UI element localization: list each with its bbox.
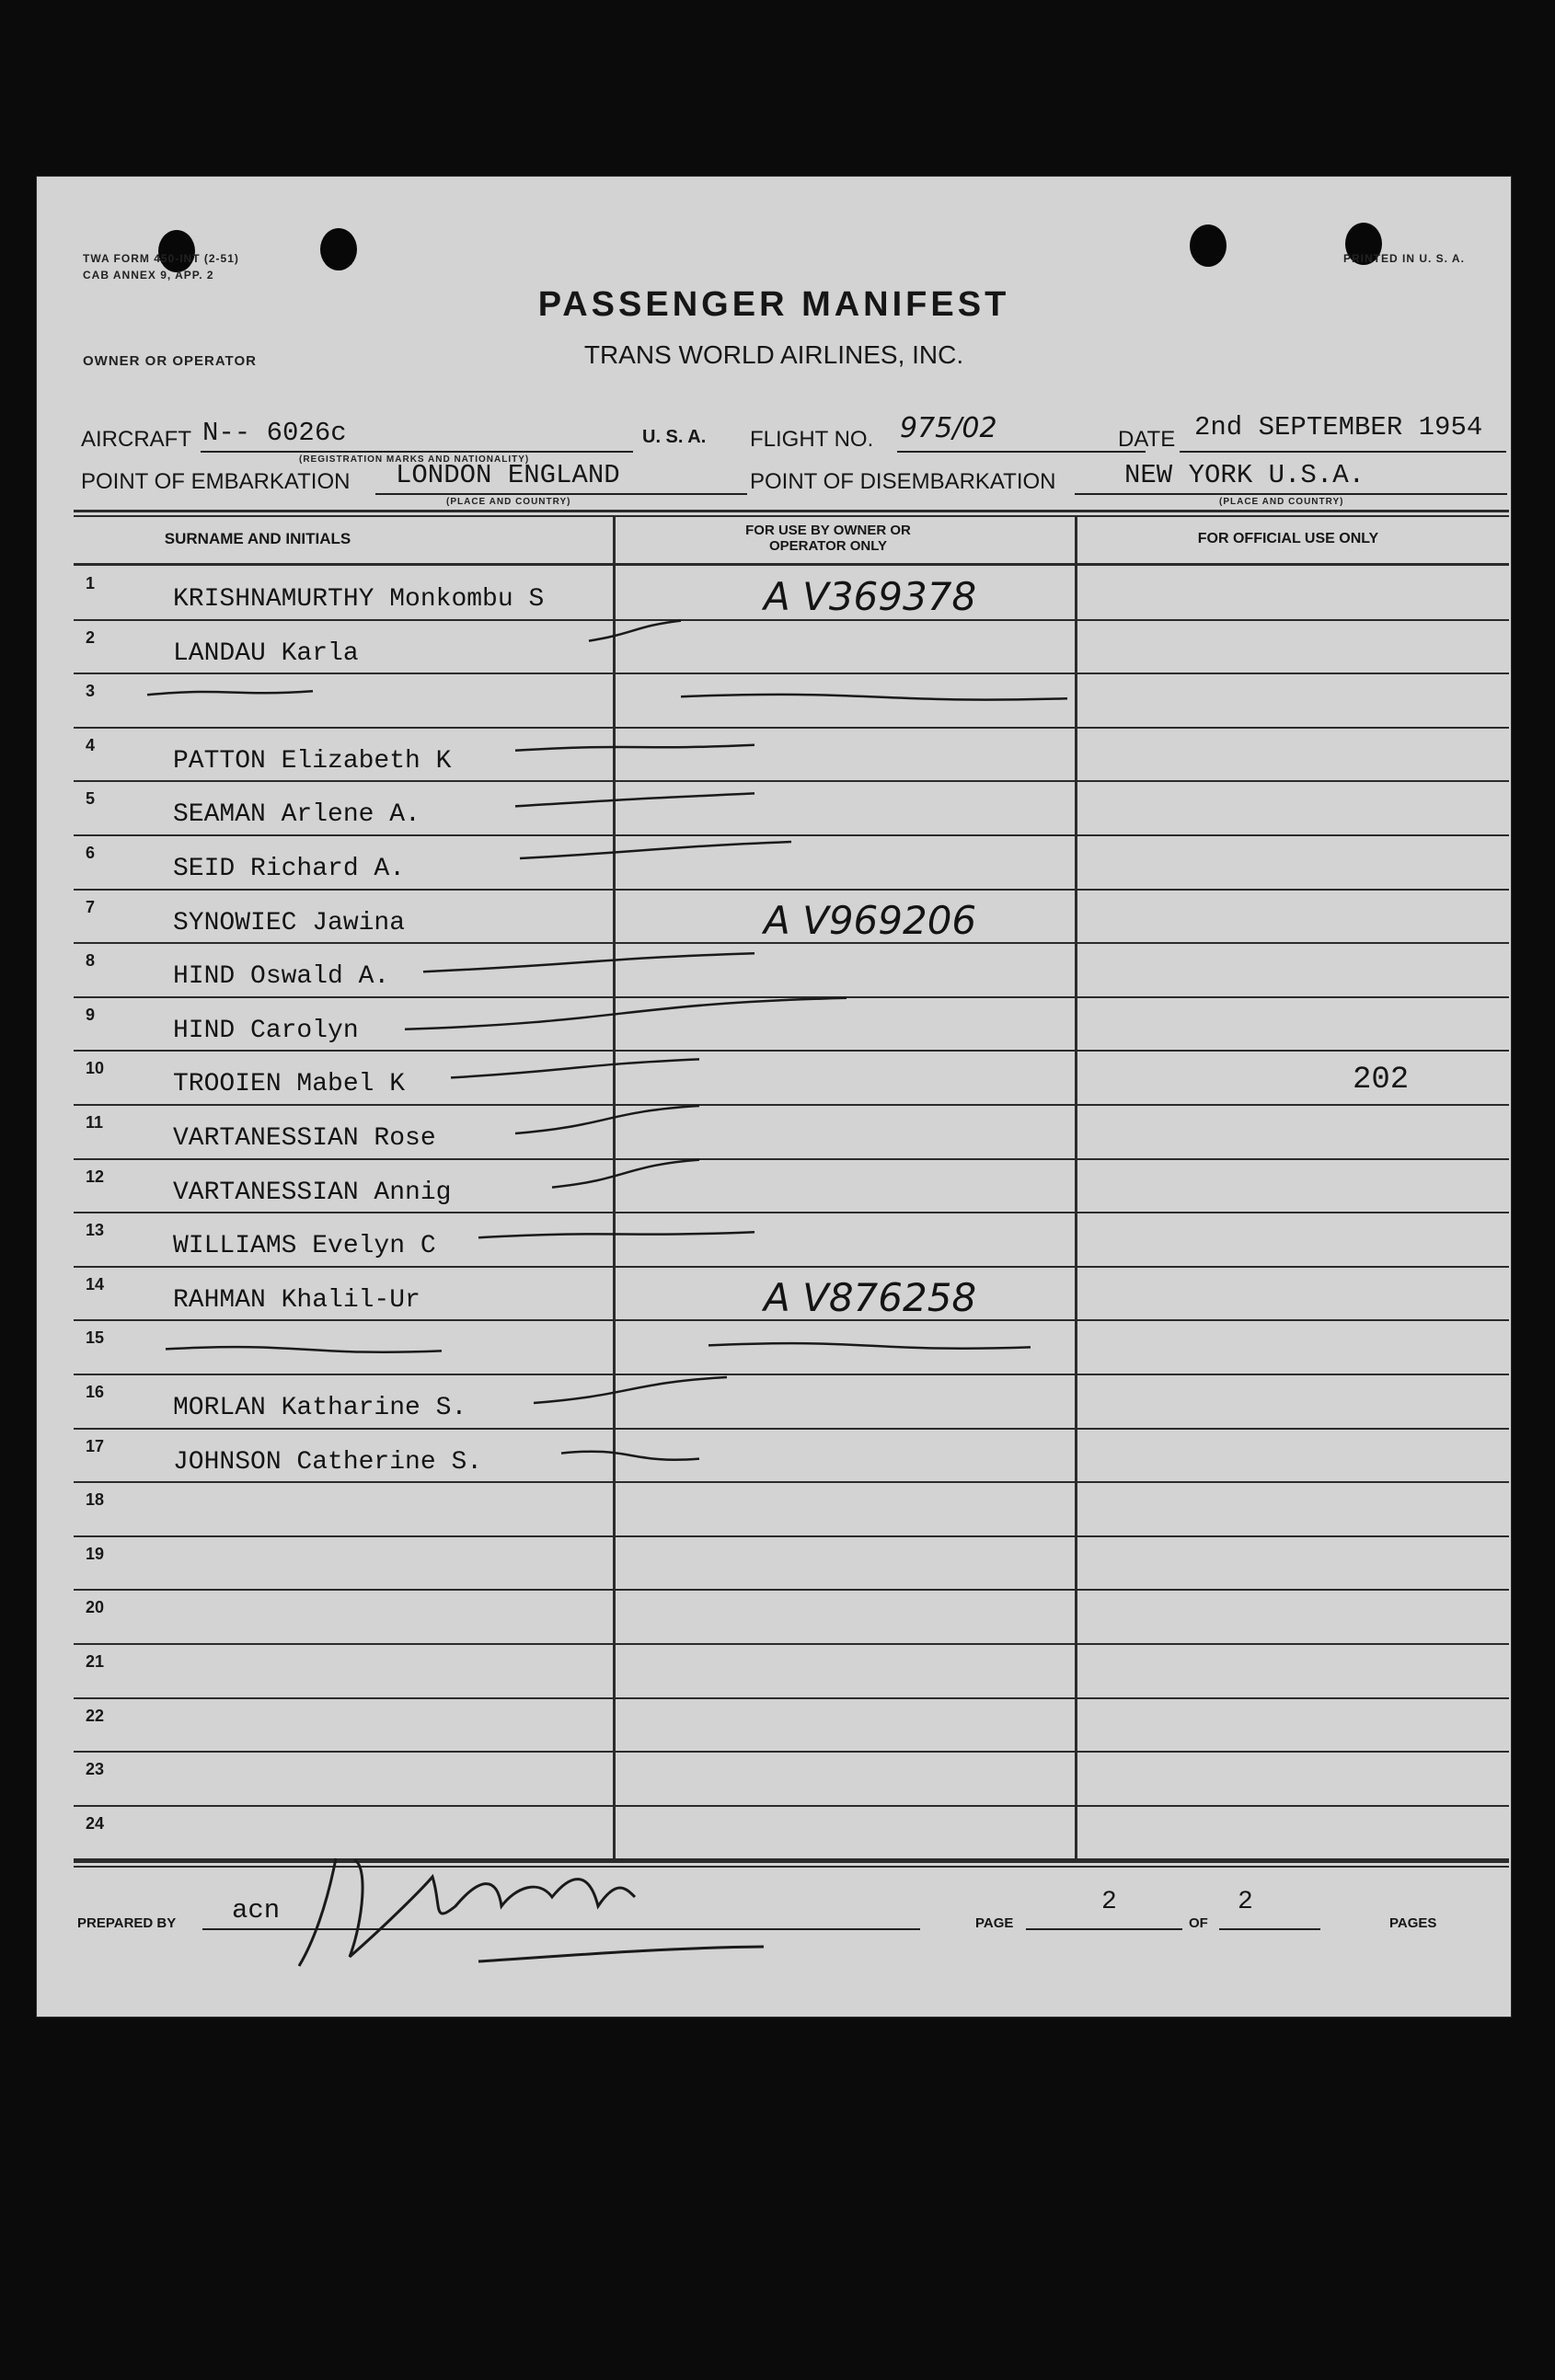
form-number: TWA FORM 450-INT (2-51) <box>83 252 239 265</box>
operator-note: A V369378 <box>764 574 977 619</box>
date-label: DATE <box>1118 427 1176 452</box>
row-number: 1 <box>86 574 96 592</box>
passenger-name: KRISHNAMURTHY Monkombu S <box>173 585 545 614</box>
passenger-name: SEID Richard A. <box>173 855 406 883</box>
cab-annex: CAB ANNEX 9, APP. 2 <box>83 269 214 282</box>
pages-label: PAGES <box>1389 1915 1437 1931</box>
embarkation-label: POINT OF EMBARKATION <box>81 469 351 494</box>
row-number: 16 <box>86 1383 105 1401</box>
col-header-owner: FOR USE BY OWNER OR OPERATOR ONLY <box>745 523 911 554</box>
passenger-name: TROOIEN Mabel K <box>173 1070 406 1099</box>
owner-operator-label: OWNER OR OPERATOR <box>83 353 257 369</box>
row-number: 21 <box>86 1652 105 1671</box>
date-value: 2nd SEPTEMBER 1954 <box>1194 412 1483 443</box>
flight-no-label: FLIGHT NO. <box>750 427 874 452</box>
page-value: 2 <box>1101 1888 1117 1916</box>
operator-note: A V969206 <box>764 897 977 943</box>
passenger-name: LANDAU Karla <box>173 638 359 668</box>
passenger-name: SYNOWIEC Jawina <box>173 908 406 937</box>
row-number: 11 <box>86 1113 104 1132</box>
row-number: 9 <box>86 1005 96 1024</box>
row-number: 23 <box>86 1760 105 1779</box>
disembarkation-label: POINT OF DISEMBARKATION <box>750 469 1056 494</box>
row-number: 5 <box>86 789 96 809</box>
passenger-name: WILLIAMS Evelyn C <box>173 1232 436 1261</box>
row-number: 20 <box>86 1598 105 1617</box>
operator-note: A V876258 <box>764 1274 977 1320</box>
passenger-name: JOHNSON Catherine S. <box>173 1447 483 1477</box>
row-number: 15 <box>86 1328 105 1348</box>
embarkation-value: LONDON ENGLAND <box>396 460 620 490</box>
usa-label: U. S. A. <box>642 427 707 447</box>
row-number: 10 <box>86 1059 105 1078</box>
passenger-name: SEAMAN Arlene A. <box>173 800 420 830</box>
passenger-name: MORLAN Katharine S. <box>173 1394 467 1422</box>
of-label: OF <box>1189 1915 1208 1931</box>
registration-caption: (REGISTRATION MARKS AND NATIONALITY) <box>299 454 530 465</box>
row-number: 4 <box>86 735 96 754</box>
row-number: 18 <box>86 1490 105 1510</box>
col-header-surname: SURNAME AND INITIALS <box>164 530 351 547</box>
row-number: 2 <box>86 627 96 647</box>
passenger-name: VARTANESSIAN Rose <box>173 1124 436 1153</box>
signature-mark <box>37 177 1511 2017</box>
aircraft-label: AIRCRAFT <box>81 427 191 452</box>
passenger-name: HIND Oswald A. <box>173 962 390 992</box>
passenger-name: VARTANESSIAN Annig <box>173 1178 452 1207</box>
aircraft-value: N-- 6026c <box>202 418 347 448</box>
prepared-by-value: acn <box>232 1895 281 1926</box>
disembarkation-place-caption: (PLACE AND COUNTRY) <box>1219 497 1344 507</box>
row-number: 14 <box>86 1274 105 1293</box>
row-number: 6 <box>86 844 96 862</box>
row-number: 13 <box>86 1221 105 1240</box>
row-number: 8 <box>86 951 96 971</box>
official-note: 202 <box>1353 1063 1410 1098</box>
row-number: 12 <box>86 1167 105 1186</box>
passenger-name: RAHMAN Khalil-Ur <box>173 1285 420 1315</box>
col-header-official: FOR OFFICIAL USE ONLY <box>1197 531 1379 546</box>
row-number: 7 <box>86 897 96 916</box>
printed-in-usa: PRINTED IN U. S. A. <box>1343 252 1465 265</box>
embarkation-place-caption: (PLACE AND COUNTRY) <box>446 497 571 507</box>
row-number: 24 <box>86 1813 105 1833</box>
row-number: 19 <box>86 1544 105 1563</box>
of-value: 2 <box>1238 1888 1253 1916</box>
disembarkation-value: NEW YORK U.S.A. <box>1124 460 1365 490</box>
passenger-name: PATTON Elizabeth K <box>173 746 452 776</box>
manifest-sheet <box>37 177 1511 2017</box>
document-title: PASSENGER MANIFEST <box>537 285 1010 324</box>
row-number: 22 <box>86 1706 105 1725</box>
prepared-by-label: PREPARED BY <box>77 1915 177 1931</box>
flight-no-value: 975/02 <box>900 412 997 444</box>
passenger-name: HIND Carolyn <box>173 1016 359 1045</box>
operator-name: TRANS WORLD AIRLINES, INC. <box>583 340 964 369</box>
row-number: 17 <box>86 1436 105 1455</box>
row-number: 3 <box>86 682 96 701</box>
page-label: PAGE <box>975 1915 1014 1931</box>
